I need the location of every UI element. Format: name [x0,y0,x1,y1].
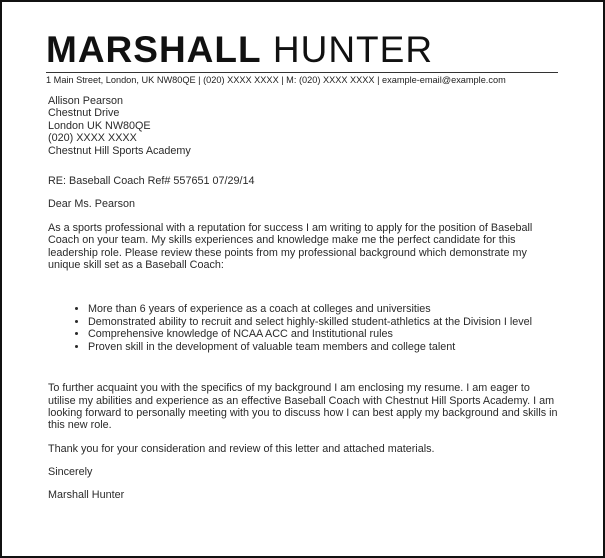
header-divider [46,72,558,73]
list-item: • Comprehensive knowledge of NCAA ACC and Institutional rules [88,328,558,340]
recipient-street: Chestnut Drive [48,107,120,120]
recipient-city: London UK NW80QE [48,119,151,132]
reference-line: RE: Baseball Coach Ref# 557651 07/29/14 [48,175,255,188]
signature-name: Marshall Hunter [48,488,125,501]
sender-first-name: MARSHALL [46,29,262,70]
closing: Sincerely [48,466,93,479]
intro-paragraph: As a sports professional with a reputation for success I am writing to apply for the position of Baseball Coach on your team. My skills experiences and knowledge make me the perfect candidate for this leadership role. Please review these points from my professional background which demonstrate my unique skill set as a Baseball Coach: [48,221,533,272]
qualifications-list [48,303,558,353]
recipient-name: Allison Pearson [48,95,124,107]
recipient-organization: Chestnut Hill Sports Academy [48,144,191,157]
list-item: • Proven skill in the development of valuable team members and college talent [88,341,558,353]
list-item: • Demonstrated ability to recruit and select highly-skilled student-athletics at the Division I level [88,316,558,328]
thanks-paragraph: Thank you for your consideration and review of this letter and attached materials. [48,442,435,455]
sender-name [46,30,583,70]
sender-contact-line: 1 Main Street, London, UK NW80QE | (020) XXXX XXXX | M: (020) XXXX XXXX | example-email@example.com [46,75,506,85]
list-item: • More than 6 years of experience as a coach at colleges and universities [88,303,558,315]
recipient-phone: (020) XXXX XXXX [48,132,137,145]
letterhead [46,30,583,87]
recipient-address [48,95,558,157]
sender-last-name: HUNTER [272,29,434,70]
salutation: Dear Ms. Pearson [48,198,136,211]
body-paragraph: To further acquaint you with the specifics of my background I am enclosing my resume. I am eager to utilise my abilities and experience as an effective Baseball Coach with Chestnut Hill Sports Academy. I am looking forward to personally meeting with you to discuss how I can best apply my background and skills in this new role. [48,382,558,432]
letter-body [48,95,558,501]
